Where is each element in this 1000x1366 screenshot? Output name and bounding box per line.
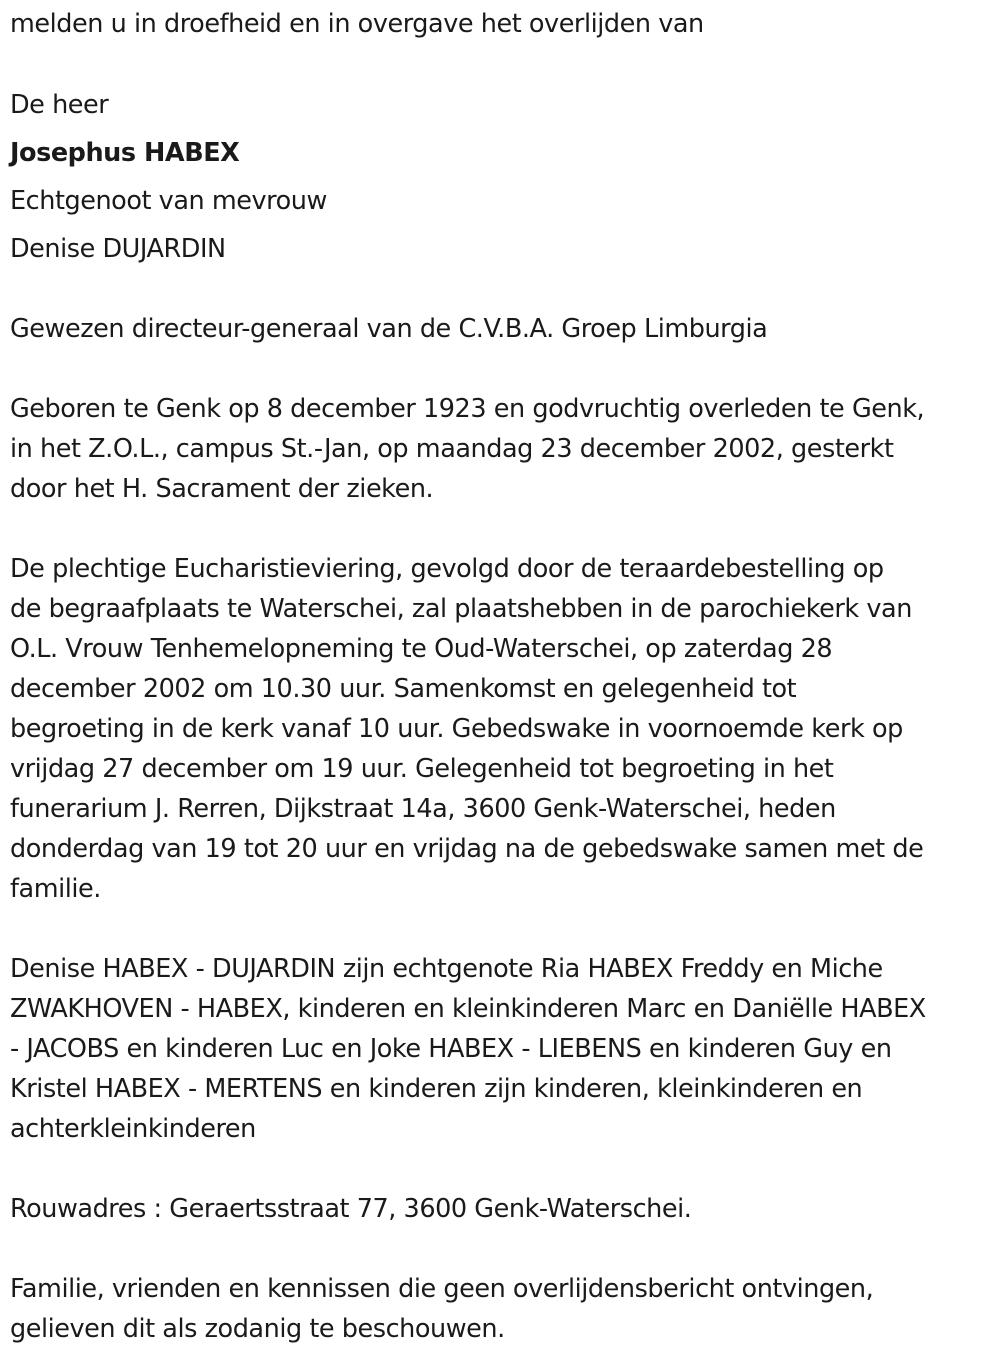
paragraph-line: ZWAKHOVEN - HABEX, kinderen en kleinkinderen Marc en Daniëlle HABEX	[10, 994, 926, 1024]
paragraph-line: donderdag van 19 tot 20 uur en vrijdag na de gebedswake samen met de	[10, 834, 924, 864]
intro-text: melden u in droefheid en in overgave het overlijden van	[10, 9, 704, 39]
spacer	[10, 349, 994, 389]
paragraph-line: Familie, vrienden en kennissen die geen overlijdensbericht ontvingen,	[10, 1274, 874, 1304]
paragraph-line: Kristel HABEX - MERTENS en kinderen zijn kinderen, kleinkinderen en	[10, 1074, 863, 1104]
deceased-name: Josephus HABEX	[10, 138, 240, 168]
spouse-name: Denise DUJARDIN	[10, 234, 226, 264]
spouse-label: Echtgenoot van mevrouw	[10, 186, 327, 216]
spacer	[10, 909, 994, 949]
salutation: De heer	[10, 90, 109, 120]
obituary-document	[10, 0, 994, 1349]
paragraph-line: familie.	[10, 874, 101, 904]
paragraph-line: door het H. Sacrament der zieken.	[10, 474, 434, 504]
family-paragraph	[10, 949, 994, 1149]
spacer	[10, 1149, 994, 1189]
function-text: Gewezen directeur-generaal van de C.V.B.A. Groep Limburgia	[10, 314, 768, 344]
paragraph-line: begroeting in de kerk vanaf 10 uur. Gebedswake in voornoemde kerk op	[10, 714, 903, 744]
paragraph-line: O.L. Vrouw Tenhemelopneming te Oud-Waterschei, op zaterdag 28	[10, 634, 833, 664]
paragraph-line: gelieven dit als zodanig te beschouwen.	[10, 1314, 505, 1344]
mourning-address: Rouwadres : Geraertsstraat 77, 3600 Genk-Waterschei.	[10, 1194, 692, 1224]
spacer	[10, 269, 994, 309]
spacer	[10, 509, 994, 549]
birth-death-paragraph	[10, 389, 994, 509]
paragraph-line: De plechtige Eucharistieviering, gevolgd door de teraardebestelling op	[10, 554, 884, 584]
paragraph-line: vrijdag 27 december om 19 uur. Gelegenheid tot begroeting in het	[10, 754, 834, 784]
paragraph-line: december 2002 om 10.30 uur. Samenkomst en gelegenheid tot	[10, 674, 797, 704]
closing-paragraph	[10, 1269, 994, 1349]
paragraph-line: funerarium J. Rerren, Dijkstraat 14a, 3600 Genk-Waterschei, heden	[10, 794, 836, 824]
paragraph-line: Denise HABEX - DUJARDIN zijn echtgenote Ria HABEX Freddy en Miche	[10, 954, 883, 984]
paragraph-line: achterkleinkinderen	[10, 1114, 256, 1144]
paragraph-line: in het Z.O.L., campus St.-Jan, op maandag 23 december 2002, gesterkt	[10, 434, 894, 464]
paragraph-line: - JACOBS en kinderen Luc en Joke HABEX - LIEBENS en kinderen Guy en	[10, 1034, 892, 1064]
paragraph-line: de begraafplaats te Waterschei, zal plaatshebben in de parochiekerk van	[10, 594, 912, 624]
ceremony-paragraph	[10, 549, 994, 909]
spacer	[10, 1229, 994, 1269]
paragraph-line: Geboren te Genk op 8 december 1923 en godvruchtig overleden te Genk,	[10, 394, 925, 424]
